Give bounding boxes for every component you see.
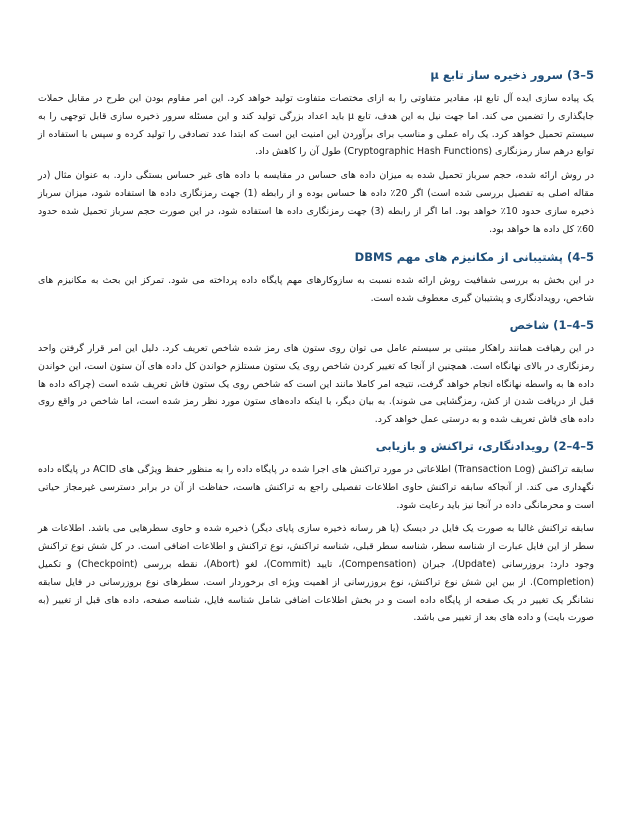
paragraph-5-4-1-a: در این رهیافت همانند راهکار مبتنی بر سیستم عامل می توان روی ستون های رمز شده شاخص تعریف کرد. دلیل این امر قرار گرفتن واحد رمزنگاری در بالای نهانگاه است. همچنین از آنجا که تغییر کردن شاخص روی یک ستون مستلزم خواندن کل داده های آن ستون است، این خواندن داده ها به واسطه نهانگاه انجام خواهد گرفت، نتیجه امر کاملا مانند این است که شاخص روی یک ستون فاش تعریف شده است (چراکه داده ها قبل از دریافت شدن از کش، رمزگشایی می شوند). به بیان دیگر، با اینکه داده‌های ستون مورد نظر رمز شده است، اما شاخص در واقع روی داده های فاش تعریف شده و به درستی عمل خواهد کرد. bbox=[38, 342, 594, 426]
section-heading-5-4-1: 5–4–1) شاخص bbox=[509, 317, 594, 332]
paragraph-5-4-a: در این بخش به بررسی شفافیت روش ارائه شده نسبت به سازوکارهای مهم پایگاه داده پرداخته می شود. تمرکز این بحث به مکانیزم های شاخص، رویدادنگاری و پشتیبان گیری معطوف شده است. bbox=[38, 275, 594, 305]
paragraph-5-3-a: یک پیاده سازی ایده آل تابع µ، مقادیر متفاوتی را به ازای مختصات متفاوت تولید خواهد کرد. این امر مقاوم بودن این طرح در مقابل حملات جایگذاری را تضمین می کند. اما جهت نیل به این هدف، تابع µ باید اعداد بزرگی تولید کند و این مسئله سرور ذخیره سازی قابل توجهی را به سیستم تحمیل خواهد کرد. یک راه عملی و مناسب برای برآوردن این امنیت این است که ابتدا عدد تصادفی را تولید کرده و سپس با استفاده از توابع درهم ساز رمزنگاری (Cryptographic Hash Functions) طول آن را کاهش داد. bbox=[38, 93, 594, 158]
section-heading-5-4-2: 5–4–2) رویدادنگاری، تراکنش و بازیابی bbox=[375, 438, 594, 453]
paragraph-5-3-b: در روش ارائه شده، حجم سرباز تحمیل شده به میزان داده های حساس در مقایسه با داده های غیر حساس بستگی دارد. به عنوان مثال (در مقاله اصلی به تفصیل بررسی شده است) اگر 20٪ داده ها حساس بوده و از رابطه (1) جهت رمزنگاری داده ها استفاده شود، میزان سرباز ذخیره سازی حدود 10٪ خواهد بود. اما اگر از رابطه (3) جهت رمزنگاری داده ها استفاده شود، در این صورت حجم سرباز تحمیل شده حدود 60٪ کل داده ها خواهد بود. bbox=[38, 170, 594, 235]
paragraph-5-4-2-a: سابقه تراکنش (Transaction Log) اطلاعاتی در مورد تراکنش های اجرا شده در پایگاه داده را به منظور حفظ ویژگی های ACID در پایگاه داده نگهداری می کند. از آنجاکه سابقه تراکنش حاوی اطلاعات تفصیلی راجع به تراکنش هاست، حفاظت از آن در برابر دسترسی غیرمجاز حیاتی است و محرمانگی داده در آنجا نیز باید رعایت شود. bbox=[38, 463, 595, 511]
section-heading-5-3: 5–3) سرور ذخیره ساز تابع µ bbox=[430, 68, 594, 82]
section-heading-5-4: 5–4) پشتیبانی از مکانیزم های مهم DBMS bbox=[354, 250, 594, 265]
paragraph-5-4-2-b: سابقه تراکنش غالبا به صورت یک فایل در دیسک (یا هر رسانه ذخیره سازی پایای دیگر) ذخیره شده و حاوی سطرهایی می باشد. اطلاعات هر سطر از این فایل عبارت از شناسه سطر، شناسه سطر قبلی، شناسه تراکنش، نوع تراکنش و اطلاعات اضافی است. در کل شش نوع تراکنش وجود دارد: بروزرسانی (Update)، جبران (Compensation)، تایید (Commit)، لغو (Abort)، نقطه بررسی (Checkpoint) و تکمیل (Completion). از بین این شش نوع تراکنش، نوع بروزرسانی از اهمیت ویژه ای برخوردار است. سطرهای نوع بروزرسانی در فایل سابقه نشانگر یک تغییر در یک صفحه از پایگاه داده است و در بخش اطلاعات اضافی شامل شناسه فایل، شناسه صفحه، داده های قبل از تغییر (به صورت بایت) و داده های بعد از تغییر می باشد. bbox=[38, 523, 595, 624]
